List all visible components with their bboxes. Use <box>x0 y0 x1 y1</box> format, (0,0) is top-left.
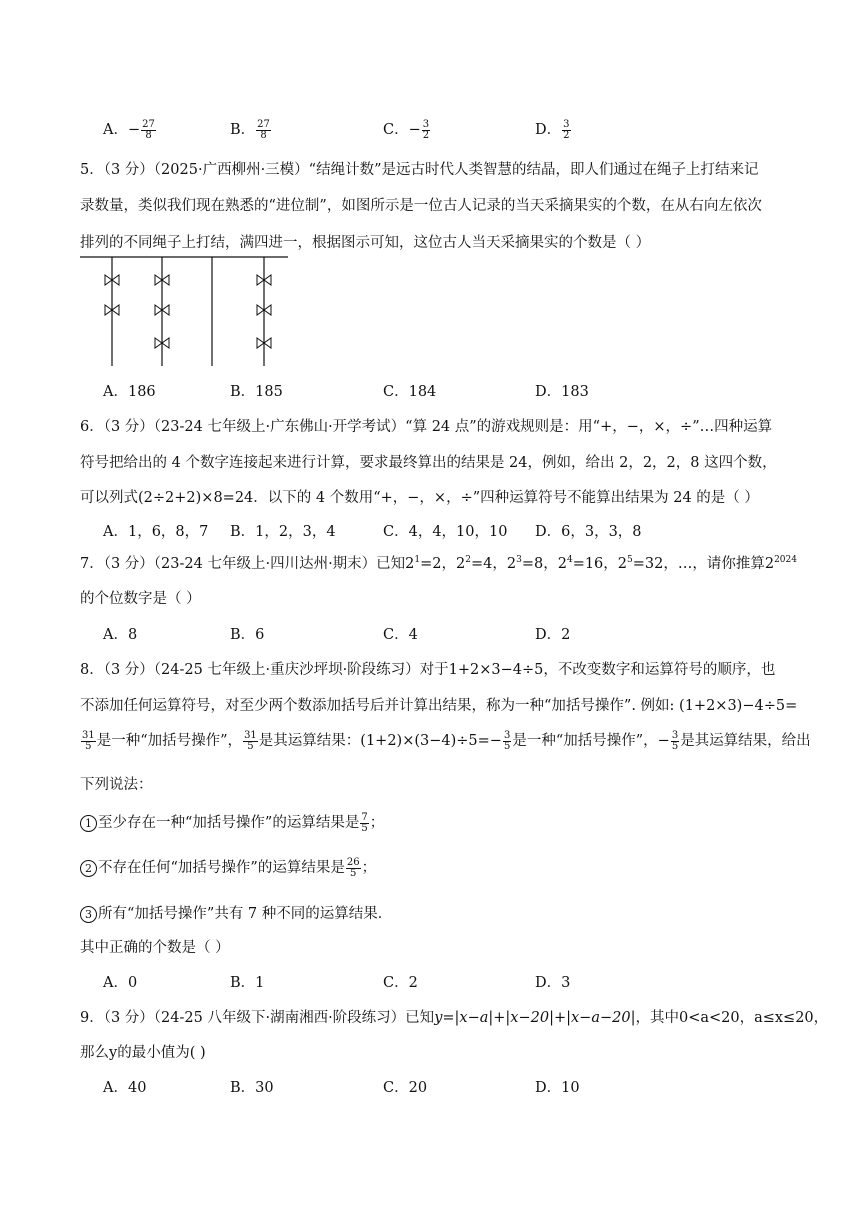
circled-number: 2 <box>80 860 97 877</box>
q9-option-a[interactable]: A．40 <box>103 1080 147 1096</box>
q5-option-c[interactable]: C．184 <box>383 384 437 400</box>
q7-line-2: 的个位数字是（ ） <box>80 591 201 607</box>
fraction: $\frac{3}{2}$ <box>422 118 430 141</box>
q9-option-c[interactable]: C．20 <box>383 1080 428 1096</box>
q8-option-b[interactable]: B．1 <box>230 975 265 991</box>
q6-option-a[interactable]: A．1，6，8，7 <box>103 524 209 540</box>
q8-line-1: 8．（3 分）（24-25 七年级上·重庆沙坪坝·阶段练习）对于1+2×3−4÷5，不改变数字和运算符号的顺序，也 <box>80 662 776 678</box>
q7-option-c[interactable]: C．4 <box>383 627 418 643</box>
q5-line-2: 录数量，类似我们现在熟悉的“进位制”，如图所示是一位古人记录的当天采摘果实的个数，在从右向左依次 <box>80 198 762 214</box>
q4-option-d[interactable]: D． $\frac{3}{2}$ <box>535 118 570 141</box>
q4-option-b[interactable]: B． $\frac{27}{8}$ <box>230 118 270 141</box>
fraction: $\frac{27}{8}$ <box>142 118 155 141</box>
q6-option-c[interactable]: C．4，4，10，10 <box>383 524 508 540</box>
q4-option-a[interactable]: A．− $\frac{27}{8}$ <box>103 118 155 141</box>
q8-line-2: 不添加任何运算符号，对至少两个数添加括号后并计算出结果，称为一种“加括号操作”. 例如: (1+2×3)−4÷5= <box>80 698 798 714</box>
q6-line-2: 符号把给出的 4 个数字连接起来进行计算，要求最终算出的结果是 24，例如，给出 2，2，2，8 这四个数， <box>80 455 777 471</box>
q8-option-a[interactable]: A．0 <box>103 975 138 991</box>
q8-statement-2: 2 不存在任何“加括号操作”的运算结果是 $\frac{26}{5}$ ； <box>80 856 376 879</box>
q6-option-b[interactable]: B．1，2，3，4 <box>230 524 336 540</box>
q6-line-1: 6．（3 分）（23-24 七年级上·广东佛山·开学考试）“算 24 点”的游戏规则是：用“+，−，×，÷”…四种运算 <box>80 419 773 435</box>
q8-statement-3: 3 所有“加括号操作”共有 7 种不同的运算结果． <box>80 902 392 923</box>
q8-statement-1: 1 至少存在一种“加括号操作”的运算结果是 $\frac{7}{5}$ ； <box>80 811 384 834</box>
q9-option-b[interactable]: B．30 <box>230 1080 274 1096</box>
q5-line-1: 5．（3 分）（2025·广西柳州·三模）“结绳计数”是远古时代人类智慧的结晶，即人们通过在绳子上打结来记 <box>80 162 759 178</box>
q5-option-a[interactable]: A．186 <box>103 384 156 400</box>
q7-option-a[interactable]: A．8 <box>103 627 138 643</box>
q6-option-d[interactable]: D．6，3，3，8 <box>535 524 642 540</box>
q7-option-b[interactable]: B．6 <box>230 627 265 643</box>
q9-line-2: 那么y的最小值为( ) <box>80 1045 206 1061</box>
knot-rope-figure <box>78 254 292 368</box>
q7-option-d[interactable]: D．2 <box>535 627 571 643</box>
q5-option-b[interactable]: B．185 <box>230 384 283 400</box>
q8-option-d[interactable]: D．3 <box>535 975 571 991</box>
q5-line-3: 排列的不同绳子上打结，满四进一，根据图示可知，这位古人当天采摘果实的个数是（ ） <box>80 235 651 251</box>
q4-option-c[interactable]: C．− $\frac{3}{2}$ <box>383 118 430 141</box>
q9-line-1: 9．（3 分）（24-25 八年级下·湖南湘西·阶段练习）已知y=|x−a|+|x−20|+|x−a−20|，其中0<a<20，a≤x≤20， <box>80 1010 829 1026</box>
q5-option-d[interactable]: D．183 <box>535 384 589 400</box>
fraction: $\frac{27}{8}$ <box>257 118 270 141</box>
q8-option-c[interactable]: C．2 <box>383 975 418 991</box>
q8-line-4: 下列说法： <box>80 777 153 793</box>
q7-line-1: 7．（3 分）（23-24 七年级上·四川达州·期末）已知$2^1=2$，$2^2=4$，$2^3=8$，$2^4=16$，$2^5=32$，…，请你推算$2^{2024}$ <box>80 555 797 572</box>
q8-line-3: $\frac{31}{5}$ 是一种“加括号操作”， $\frac{31}{5}$ 是其运算结果：(1+2)×(3−4)÷5=− $\frac{3}{5}$ 是一种“加括号操作”，− $\frac{3}{5}$ 是其运算结果，给出 <box>82 729 811 752</box>
q9-option-d[interactable]: D．10 <box>535 1080 580 1096</box>
circled-number: 1 <box>80 815 97 832</box>
q8-question-end: 其中正确的个数是（ ） <box>80 940 230 956</box>
circled-number: 3 <box>80 906 97 923</box>
q6-line-3: 可以列式(2÷2+2)×8=24．以下的 4 个数用“+，−，×，÷”四种运算符号不能算出结果为 24 的是（ ） <box>80 490 759 506</box>
fraction: $\frac{3}{2}$ <box>563 118 570 141</box>
